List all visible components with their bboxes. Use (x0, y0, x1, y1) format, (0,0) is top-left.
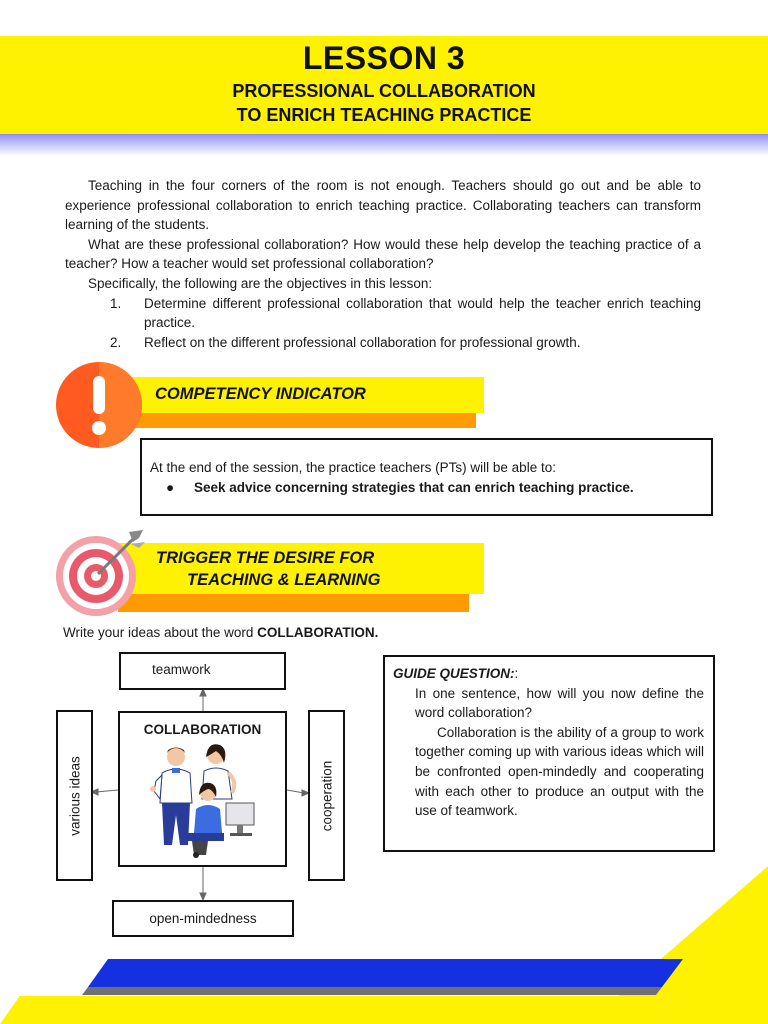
mindmap-right-text: cooperation (319, 760, 334, 831)
competency-bullet (150, 478, 703, 498)
subtitle-line-2: TO ENRICH TEACHING PRACTICE (236, 105, 532, 125)
mindmap-right-box (308, 710, 345, 881)
instruction-prefix: Write your ideas about the word (63, 625, 258, 640)
mindmap-left-text: various ideas (67, 755, 82, 836)
intro-paragraph-2: What are these professional collaboration? How would these help develop the teaching practice of a teacher? How a teacher would set professional collaboration? (65, 236, 701, 272)
footer-decoration (0, 860, 768, 1024)
guide-question-box (383, 655, 715, 852)
mindmap-center-title: COLLABORATION (143, 722, 262, 737)
lesson-title: LESSON 3 (302, 40, 466, 76)
objective-item (110, 333, 701, 353)
competency-banner-accent (120, 412, 476, 428)
instruction-keyword: COLLABORATION. (257, 625, 379, 640)
mindmap-center-box (118, 711, 287, 867)
exclamation-icon (56, 362, 142, 448)
mindmap-top-text: teamwork (152, 662, 211, 677)
subtitle-line-1: PROFESSIONAL COLLABORATION (232, 81, 536, 101)
objective-text: Determine different professional collaboration that would help the teacher enrich teaching practice. (144, 295, 701, 331)
bullet-dot: ● (166, 480, 175, 495)
trigger-banner-accent (118, 593, 469, 612)
competency-lead: At the end of the session, the practice teachers (PTs) will be able to: (150, 460, 556, 475)
target-icon (55, 528, 147, 620)
objective-item (110, 294, 701, 333)
objectives-list (110, 294, 701, 353)
trigger-heading-line-2: TEACHING & LEARNING (187, 571, 381, 589)
intro-text (65, 176, 701, 352)
team-illustration (148, 741, 260, 859)
objective-number: 2. (110, 334, 122, 350)
header-shadow (0, 134, 768, 156)
intro-paragraph-3: Specifically, the following are the objectives in this lesson: (88, 275, 433, 291)
mindmap-top-box (119, 652, 286, 690)
mindmap-bottom-text: open-mindedness (149, 911, 257, 926)
competency-heading: COMPETENCY INDICATOR (155, 385, 366, 403)
objective-number: 1. (110, 295, 122, 311)
competency-bullet-text: Seek advice concerning strategies that can enrich teaching practice. (194, 480, 634, 495)
instruction-text (63, 625, 378, 640)
lesson-subtitle (0, 79, 768, 127)
guide-heading: GUIDE QUESTION: (393, 666, 515, 681)
trigger-heading-line-1: TRIGGER THE DESIRE FOR (156, 549, 375, 567)
mindmap-left-box (56, 710, 93, 881)
guide-body (393, 684, 704, 821)
intro-paragraph-1: Teaching in the four corners of the room is not enough. Teachers should go out and be able to experience professional collaboration to enrich teaching practice. Collaborating teachers can transform learning of the students. (65, 178, 701, 233)
guide-answer: Collaboration is the ability of a group to work together coming up with various ideas which will be confronted open-mindedly and cooperating with each other to produce an output with the use of teamwork. (415, 724, 704, 819)
guide-question: In one sentence, how will you now define the word collaboration? (415, 685, 704, 721)
objective-text: Reflect on the different professional collaboration for professional growth. (144, 334, 581, 350)
guide-heading-suffix: : (514, 666, 519, 681)
competency-box (140, 438, 713, 516)
